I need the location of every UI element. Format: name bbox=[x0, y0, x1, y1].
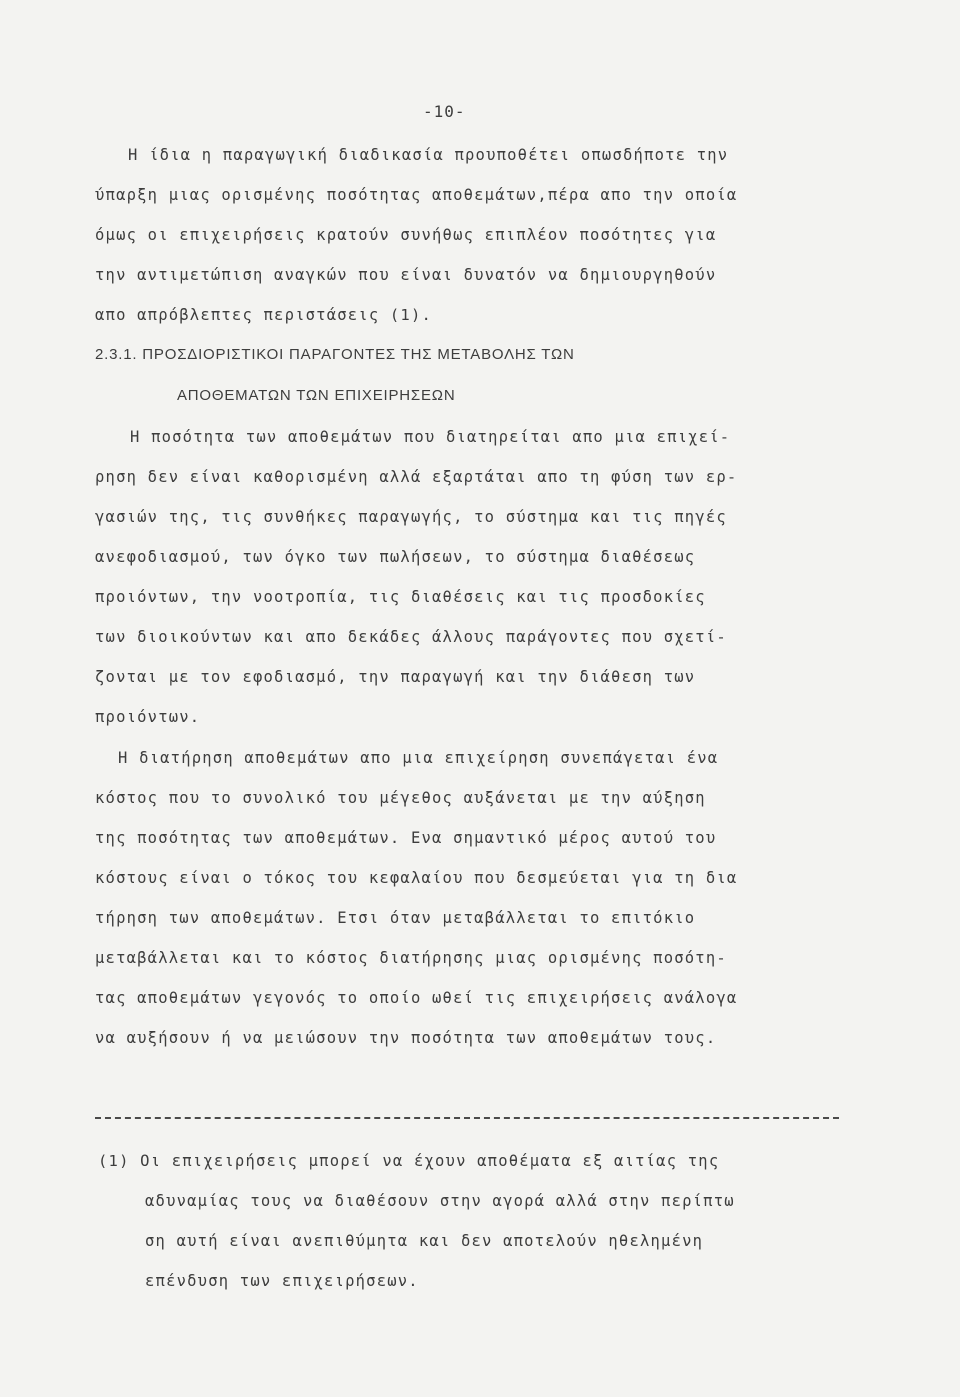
text-line: Η ποσότητα των αποθεμάτων που διατηρείται απο μια επιχεί- bbox=[130, 428, 731, 446]
text-line: της ποσότητας των αποθεμάτων. Ενα σημαντικό μέρος αυτού του bbox=[95, 829, 717, 847]
text-line: ρηση δεν είναι καθορισμένη αλλά εξαρτάται απο τη φύση των ερ- bbox=[95, 468, 738, 486]
text-line: όμως οι επιχειρήσεις κρατούν συνήθως επιπλέον ποσότητες για bbox=[95, 226, 717, 244]
text-line: την αντιμετώπιση αναγκών που είναι δυνατόν να δημιουργηθούν bbox=[95, 266, 717, 284]
section-heading-continued: ΑΠΟΘΕΜΑΤΩΝ ΤΩΝ ΕΠΙΧΕΙΡΗΣΕΩΝ bbox=[177, 387, 456, 404]
text-line: προιόντων, την νοοτροπία, τις διαθέσεις και τις προσδοκίες bbox=[95, 588, 706, 606]
text-line: απο απρόβλεπτες περιστάσεις (1). bbox=[95, 306, 433, 324]
footnote-line: (1) Οι επιχειρήσεις μπορεί να έχουν αποθέματα εξ αιτίας της bbox=[98, 1152, 720, 1170]
text-line: προιόντων. bbox=[95, 708, 201, 726]
text-line: τας αποθεμάτων γεγονός το οποίο ωθεί τις επιχειρήσεις ανάλογα bbox=[95, 989, 738, 1007]
text-line: ζονται με τον εφοδιασμό, την παραγωγή και την διάθεση των bbox=[95, 668, 696, 686]
text-line: των διοικούντων και απο δεκάδες άλλους παράγοντες που σχετί- bbox=[95, 628, 727, 646]
page-number: -10- bbox=[423, 102, 466, 121]
text-line: μεταβάλλεται και το κόστος διατήρησης μιας ορισμένης ποσότη- bbox=[95, 949, 727, 967]
footnote-line: αδυναμίας τους να διαθέσουν στην αγορά αλλά στην περίπτω bbox=[145, 1192, 735, 1210]
text-line: ύπαρξη μιας ορισμένης ποσότητας αποθεμάτων,πέρα απο την οποία bbox=[95, 186, 738, 204]
text-line: να αυξήσουν ή να μειώσουν την ποσότητα των αποθεμάτων τους. bbox=[95, 1029, 717, 1047]
section-heading: 2.3.1. ΠΡΟΣΔΙΟΡΙΣΤΙΚΟΙ ΠΑΡΑΓΟΝΤΕΣ ΤΗΣ ΜΕΤΑΒΟΛΗΣ ΤΩΝ bbox=[95, 346, 575, 363]
text-line: ανεφοδιασμού, των όγκο των πωλήσεων, το σύστημα διαθέσεως bbox=[95, 548, 696, 566]
text-line: κόστος που το συνολικό του μέγεθος αυξάνεται με την αύξηση bbox=[95, 789, 706, 807]
text-line: τήρηση των αποθεμάτων. Ετσι όταν μεταβάλλεται το επιτόκιο bbox=[95, 909, 696, 927]
text-line: κόστους είναι ο τόκος του κεφαλαίου που δεσμεύεται για τη δια bbox=[95, 869, 738, 887]
footnote-separator bbox=[95, 1117, 839, 1119]
text-line: Η ίδια η παραγωγική διαδικασία προυποθέτει οπωσδήποτε την bbox=[128, 146, 729, 164]
footnote-line: επένδυση των επιχειρήσεων. bbox=[145, 1272, 419, 1290]
text-line: Η διατήρηση αποθεμάτων απο μια επιχείρηση συνεπάγεται ένα bbox=[118, 749, 719, 767]
footnote-line: ση αυτή είναι ανεπιθύμητα και δεν αποτελούν ηθελημένη bbox=[145, 1232, 704, 1250]
text-line: γασιών της, τις συνθήκες παραγωγής, το σύστημα και τις πηγές bbox=[95, 508, 727, 526]
